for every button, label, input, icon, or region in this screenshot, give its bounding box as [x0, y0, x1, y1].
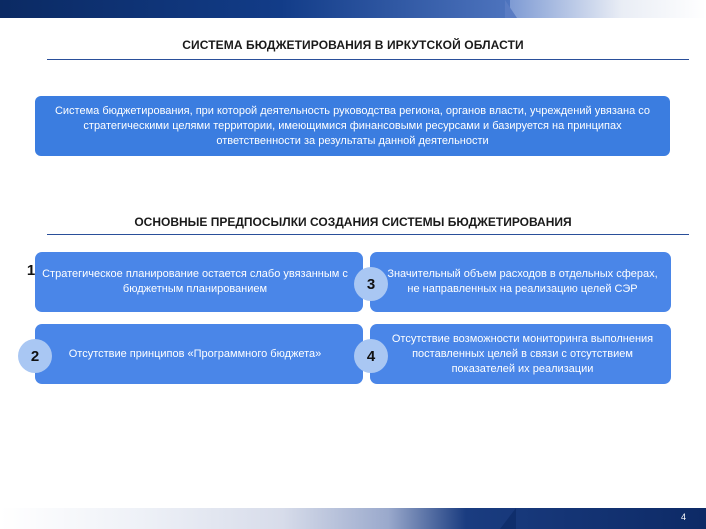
premise-text-4: Отсутствие возможности мониторинга выполнения поставленных целей в связи с отсутствием показателей их реализации — [391, 332, 654, 375]
premise-card-1 — [35, 252, 363, 312]
definition-text: Система бюджетирования, при которой деятельность руководства региона, органов власти, учреждений увязана со стратегическими целями территории, имеющимися финансовыми ресурсами и базируется на принципах ответственности за результаты данной деятельности — [54, 104, 651, 147]
premise-number-1: 1 — [26, 261, 36, 279]
top-banner-dark-segment — [0, 0, 510, 18]
premise-text-3: Значительный объем расходов в отдельных сферах, не направленных на реализацию целей СЭР — [387, 268, 658, 295]
page-number: 4 — [680, 512, 686, 522]
top-banner-angle — [505, 0, 517, 18]
premise-card-4 — [370, 324, 671, 384]
premise-number-4: 4 — [354, 339, 388, 373]
definition-box — [35, 96, 670, 156]
section-title: ОСНОВНЫЕ ПРЕДПОСЫЛКИ СОЗДАНИЯ СИСТЕМЫ БЮДЖЕТИРОВАНИЯ — [134, 215, 572, 229]
bottom-banner-angle — [500, 508, 516, 529]
premise-card-3 — [370, 252, 671, 312]
page-title: СИСТЕМА БЮДЖЕТИРОВАНИЯ В ИРКУТСКОЙ ОБЛАСТИ — [182, 38, 524, 52]
title-divider — [47, 59, 689, 60]
premise-text-1: Стратегическое планирование остается слабо увязанным с бюджетным планированием — [42, 268, 348, 295]
premise-number-2: 2 — [18, 339, 52, 373]
bottom-banner — [0, 508, 706, 529]
premise-card-2 — [35, 324, 363, 384]
section-divider — [47, 234, 689, 235]
premise-text-2: Отсутствие принципов «Программного бюджета» — [68, 347, 322, 360]
premise-number-3: 3 — [354, 267, 388, 301]
